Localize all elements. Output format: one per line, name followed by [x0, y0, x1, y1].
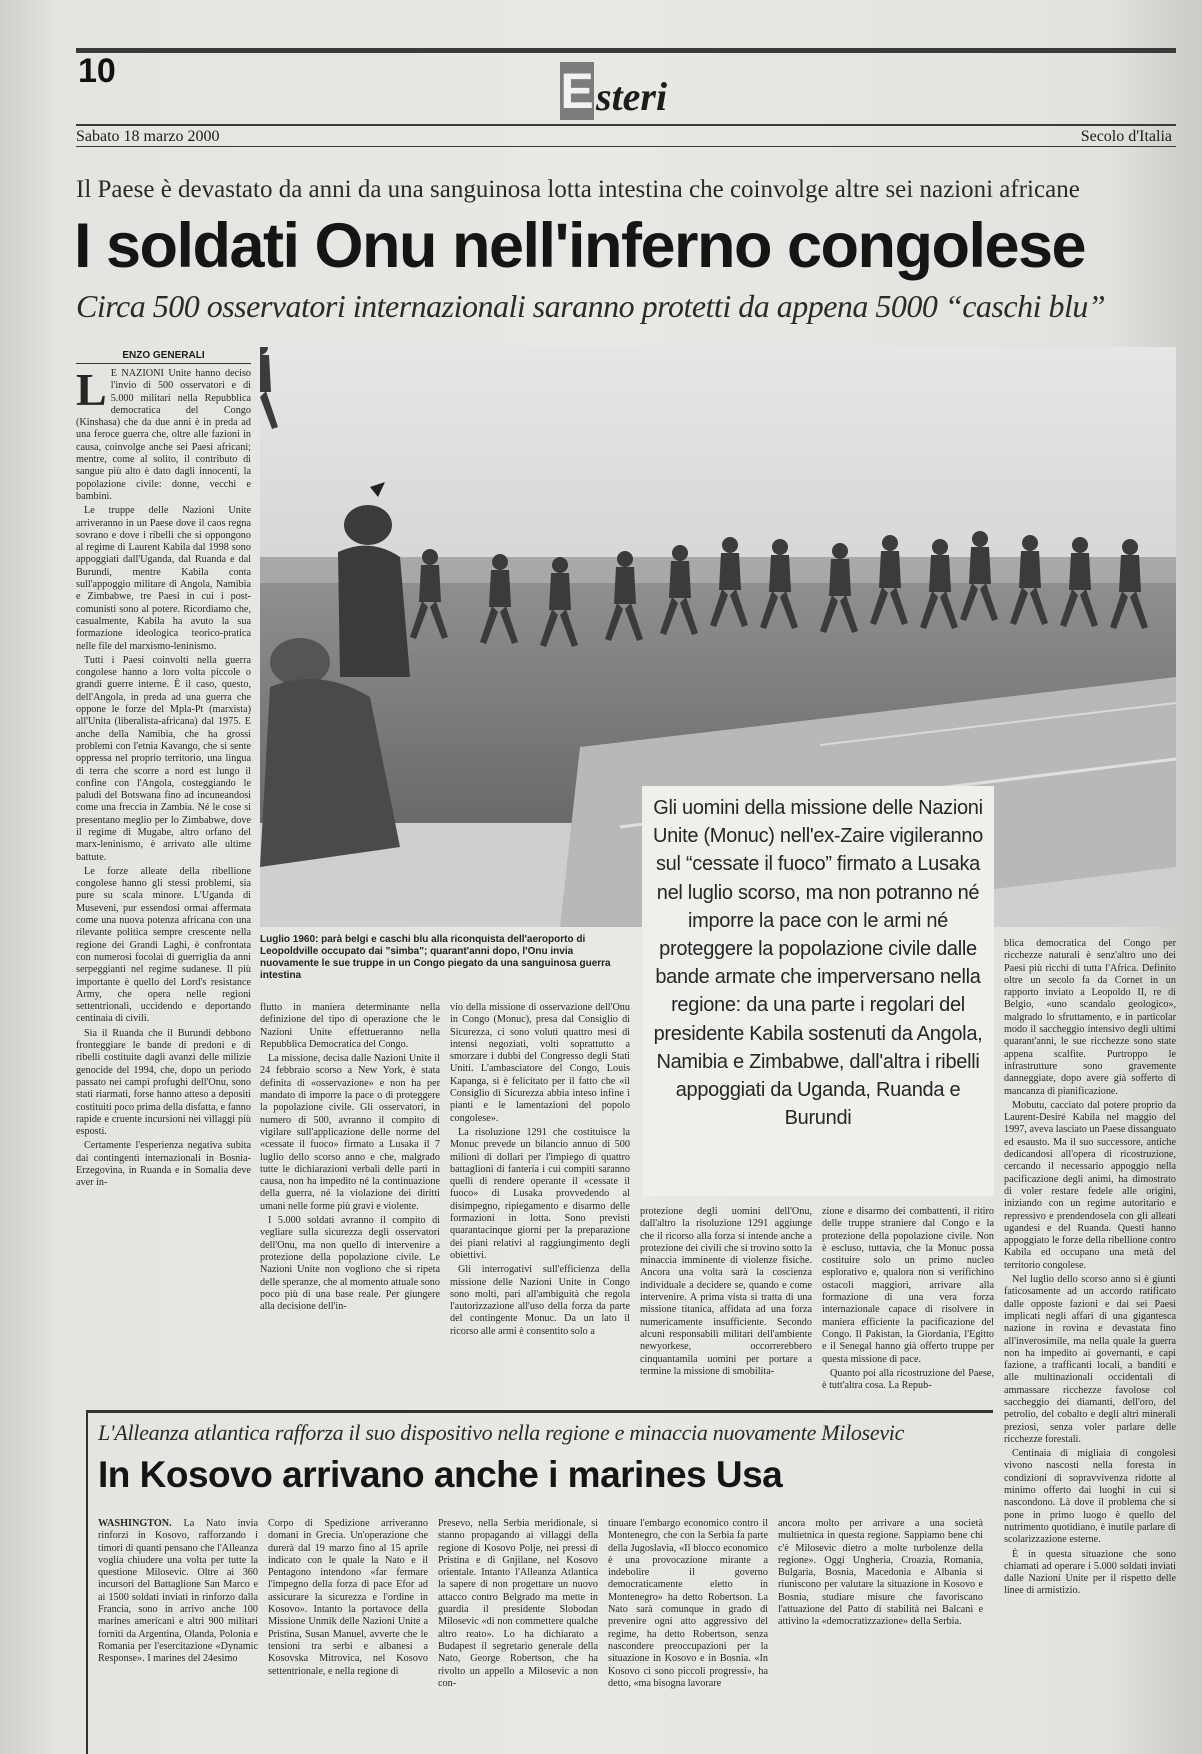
paragraph: Le truppe delle Nazioni Unite arriveranno in un Paese dove il caos regna sovrano e dove i ribelli che si oppongono al regime di Laurent Kabila dal 1998 sono appoggiati dall'Uganda, dal Ruanda e dal Burundi, mentre Kabila conta sull'appoggio militare di Angola, Namibia e Zimbabwe, tre Paesi in cui i post-comunisti sono al potere. Ricordiamo che, casualmente, Kabila ha avuto la sua formazione ideologica teorico-pratica nelle file del marxismo-leninismo. — [76, 505, 251, 652]
pull-quote: Gli uomini della missione delle Nazioni Unite (Monuc) nell'ex-Zaire vigileranno sul “cessate il fuoco” firmato a Lusaka nel luglio scorso, ma non potranno né imporre la pace con le armi né proteggere la popolazione civile dalle bande armate che imperversano nella regione: da una parte i regolari del presidente Kabila sostenuti da Angola, Namibia e Zimbabwe, dall'altra i ribelli appoggiati da Uganda, Ruanda e Burundi — [642, 786, 994, 1196]
kosovo-column-3 — [438, 1518, 598, 1754]
issue-date: Sabato 18 marzo 2000 — [76, 128, 220, 145]
paragraph: Nel luglio dello scorso anno si è giunti faticosamente ad un accordo ratificato dalle opposte fazioni e dai sei Paesi implicati negli affari di una gigantesca nazione in rovina e devastata fino all'inverosimile, ma nella quale la guerra non ha impedito ai governanti, e capi fazione, a trafficanti locali, a banditi e alle multinazionali occidentali di ammassare ricchezze favolose col saccheggio dei diamanti, dell'oro, del petrolio, del cobalto e degli altri minerali preziosi, senza voler parlare delle ricchezze forestali. — [1004, 1274, 1176, 1445]
paragraph: tinuare l'embargo economico contro il Montenegro, che con la Serbia fa parte della Jugoslavia, «Il blocco economico è una provocazione mirante a indebolire il governo democraticamente eletto in Montenegro» ha detto Robertson. La Nato sarà comunque in grado di prevenire ogni atto aggressivo del regime, ha detto Robertson, senza nascondere preoccupazioni per la situazione in Kosovo e in Bosnia. «In Kosovo ci sono piccoli progressi», ha detto, «ma bisogna lavorare — [608, 1518, 768, 1689]
article-column-5 — [822, 1206, 994, 1410]
article-subheadline: Circa 500 osservatori internazionali saranno protetti da appena 5000 “caschi blu” — [76, 288, 1106, 324]
kosovo-text: La Nato invia rinforzi in Kosovo, rafforzando i timori di quanti pensano che l'Alleanza voglia chiudere una volta per tutte la questione Milosevic. Oltre ai 360 incursori del Battaglione San Marco e ai 1500 soldati inviati in rinforzo dalla Francia, sono in arrivo anche 100 marines americani e altri 900 militari forniti da Argentina, Olanda, Polonia e Romania per l'esercitazione «Dynamic Response». I marines del 24esimo — [98, 1518, 258, 1665]
paragraph: È in questa situazione che sono chiamati ad operare i 5.000 soldati inviati dalle Nazioni Unite per il rispetto delle linee di armistizio. — [1004, 1548, 1176, 1597]
article-column-2 — [260, 1002, 440, 1410]
section-logo-initial: E — [560, 63, 594, 119]
paragraph: Le forze alleate della ribellione congolese hanno gli stessi problemi, sia pure su scala minore. L'Uganda di Museveni, pur essendosi ormai affermata come una nuova potenza africana con una rilevante politica sempre crescente nella regione dei Grandi Laghi, è confrontata con numerosi focolai di guerriglia da anni serpeggianti nel regime sudanese. Il più importante è quello del Lord's resistance Army, che opera nelle regioni settentrionali, uccidendo e deportando centinaia di civili. — [76, 865, 251, 1025]
paragraph: zione e disarmo dei combattenti, il ritiro delle truppe straniere dal Congo e la protezione della popolazione civile. Non è escluso, tuttavia, che la Monuc possa costituire solo un primo nucleo esplorativo e, qualora non si verifichino ostacoli maggiori, arrivare alla formazione di una vera forza internazionale capace di risolvere in maniera efficiente la pacificazione del Congo. Il Pakistan, la Giordania, l'Egitto e il Senegal hanno già offerto truppe per questa missione di pace. — [822, 1206, 994, 1365]
article-column-1 — [76, 368, 251, 1410]
paragraph: I 5.000 soldati avranno il compito di vegliare sulla sicurezza degli osservatori dell'Onu, ma non quello di intervenire a protezione della popolazione civile. Le Nazioni Unite non vogliono che si ripeta delle speranze, che al momento attuale sono poco più di una base reale. Per giungere alla decisione dell'in- — [260, 1215, 440, 1313]
article-kicker: Il Paese è devastato da anni da una sanguinosa lotta intestina che coinvolge altre sei nazioni africane — [76, 176, 1080, 203]
paragraph: Sia il Ruanda che il Burundi debbono fronteggiare le bande di predoni e di ribelli costituite dagli avanzi delle milizie genocide del 1994, che, dopo un periodo passato nei campi profughi dell'Onu, sono stati riarmati, forse hanno atteso a depositi costituiti poco prima della disfatta, e fanno rapide e cruente incursioni nei villaggi più esposti. — [76, 1027, 251, 1138]
paragraph: ancora molto per arrivare a una società multietnica in questa regione. Sappiamo bene chi c'è Milosevic dietro a molte turbolenze della regione». Oggi Ungheria, Croazia, Romania, Bulgaria, Bosnia, Macedonia e Albania si riuniscono per valutare la situazione in Kosovo e Bosnia, studiare misure che favoriscano l'attuazione del Patto di stabilità nei Balcani e attivino la «democratizzazione» della Serbia. — [778, 1518, 983, 1628]
kosovo-kicker: L'Alleanza atlantica rafforza il suo dispositivo nella regione e minaccia nuovamente Milosevic — [98, 1420, 905, 1445]
kosovo-column-5 — [778, 1518, 983, 1754]
article-column-3 — [450, 1002, 630, 1410]
section-logo — [560, 62, 667, 124]
page-number: 10 — [78, 52, 116, 90]
paragraph: Certamente l'esperienza negativa subita dai contingenti internazionali in Bosnia-Erzegovina, in Ruanda e in Somalia deve aver in- — [76, 1140, 251, 1189]
paragraph: Tutti i Paesi coinvolti nella guerra congolese hanno a loro volta piccole o grandi guerre interne. È il caso, questo, dell'Angola, in preda ad una guerra che oppone le forze del Mpla-Pt (marxista) all'Unita (liberalista-africana) dal 1975. E anche della Namibia, che ha grossi problemi con l'etnia Kavango, che si sente oppressa nel proprio territorio, una lingua di terra che scorre a nord est lungo il confine con l'Angola, costeggiando le paludi del Botswana fino ad incuneandosi come una freccia in Zambia. Né le cose si presentano meglio per lo Zimbabwe, dove il regime di Mugabe, altro orfano del marx-leninismo, è arrivato alle ultime battute. — [76, 654, 251, 863]
drop-cap: L — [76, 368, 107, 415]
paragraph: La missione, decisa dalle Nazioni Unite il 24 febbraio scorso a New York, è stata definita di «osservazione» e non ha per mandato di imporre la pace o di proteggere la popolazione civile. Gli osservatori, in numero di 500, avranno il compito di vigilare sull'applicazione delle norme del «cessate il fuoco» firmato a Lusaka il 7 luglio dello scorso anno e che, malgrado tutte le dichiarazioni verbali delle parti in causa, non ha impedito né la continuazione della guerra, né la violazione dei diritti umani nelle forme più gravi e violente. — [260, 1053, 440, 1212]
header-rule — [76, 124, 1176, 126]
paragraph: Centinaia di migliaia di congolesi vivono nascosti nella foresta in condizioni di sopravvivenza ridotte al minimo offerto dai luoghi in cui si nascondono. Là dove il problema che si pone in primo luogo è quello del nutrimento quotidiano, è inutile parlare di scolarizzazione esterne. — [1004, 1448, 1176, 1546]
paragraph: blica democratica del Congo per ricchezze naturali è senz'altro uno dei Paesi più ricchi di tutta l'Africa. Definito oltre un secolo fa da Cornet in un rapporto inviato a Leopoldo II, re di Belgio, «uno scandalo geologico», malgrado lo sfruttamento, e in particolar modo il saccheggio intensivo degli ultimi quarant'anni, le sue ricchezze sono state appena scalfite. Purtroppo le infrastrutture sono gravemente danneggiate, dopo avere già sofferto di mancanza di pianificazione. — [1004, 938, 1176, 1097]
paragraph: Presevo, nella Serbia meridionale, si stanno propagando ai villaggi della regione di Kosovo Polje, nei pressi di Pristina e di Gnjilane, nel Kosovo orientale. Intanto l'Alleanza Atlantica la sapere di non progettare un nuovo attacco contro Belgrado ma mette in guardia il presidente Slobodan Milosevic «di non commettere qualche altro reato». Lo ha dichiarato a Budapest il segretario generale della Nato, George Robertson, che ha rivolto un appello a Milosevic a non con- — [438, 1518, 598, 1689]
paragraph: Gli interrogativi sull'efficienza della missione delle Nazioni Unite in Congo sono molti, pari all'ambiguità che regola l'autorizzazione all'uso della forza da parte del contingente Monuc. Da un lato il ricorso alle armi è consentito solo a — [450, 1264, 630, 1337]
byline: ENZO GENERALI — [76, 350, 251, 364]
paragraph: Corpo di Spedizione arriveranno domani in Grecia. Un'operazione che durerà dal 19 marzo fino al 15 aprile indicato con le quale la Nato e il Pentagono intendono «far fermare l'impegno della forza di pace Efor ad assicurare la sicurezza e l'ordine in Kosovo». Intanto la portavoce della Missione Unmik delle Nazioni Unite a Pristina, Susan Manuel, avverte che le tensioni tra serbi e albanesi a Kosovska Mitrovica, nel Kosovo settentrionale, e nella regione di — [268, 1518, 428, 1677]
paragraph — [98, 1518, 258, 1666]
paragraph: Mobutu, cacciato dal potere proprio da Laurent-Desiré Kabila nel maggio del 1997, aveva lasciato un Paese dissanguato ed esausto. Ma il suo successore, antiche dedicandosi all'opera di ricostruzione, cercando il necessario appoggio nella pacificazione degli animi, ha dimostrato di voler restare fedele alle origini, iniziando con un regime autoritario e repressivo e prendendosela con gli alleati ugandesi e del Ruanda. Questi hanno appoggiato le forze della ribellione contro Kabila ed occupano una metà del territorio congolese. — [1004, 1099, 1176, 1271]
newspaper-name: Secolo d'Italia — [1080, 128, 1172, 145]
kosovo-column-2 — [268, 1518, 428, 1754]
kosovo-dateline: WASHINGTON. — [98, 1518, 172, 1529]
paragraph: vio della missione di osservazione dell'Onu in Congo (Monuc), presa dal Consiglio di Sicurezza, ci sono voluti quattro mesi di intensi negoziati, volti soprattutto a smorzare i dubbi del Congresso degli Stati Uniti. L'ambasciatore del Congo, Louis Kapanga, si è felicitato per il fatto che «il Consiglio di Sicurezza abbia inteso infine i pianti e le lamentazioni del popolo congolese». — [450, 1002, 630, 1124]
paragraph: protezione degli uomini dell'Onu, dall'altro la risoluzione 1291 aggiunge che il ricorso alla forza si intende anche a protezione dei civili che si trovino sotto la minaccia imminente di violenze fisiche. Ancora una volta sarà la coscienza individuale a decidere se, quando e come intervenire. A prima vista si tratta di una missione titanica, affidata ad una forza numericamente insufficiente. Secondo alcuni responsabili militari dell'ambiente newyorkese, occorrerebbero cinquantamila uomini per portare a termine la missione di smobilita- — [640, 1206, 812, 1377]
kosovo-column-1 — [98, 1518, 258, 1754]
kosovo-headline: In Kosovo arrivano anche i marines Usa — [98, 1454, 783, 1495]
section-logo-text: steri — [596, 74, 668, 119]
header-rule-bottom — [76, 146, 1176, 147]
article-headline: I soldati Onu nell'inferno congolese — [74, 211, 1086, 281]
article-column-6 — [1004, 938, 1176, 1754]
paragraph: Quanto poi alla ricostruzione del Paese, è tutt'altra cosa. La Repub- — [822, 1367, 994, 1392]
photo-caption: Luglio 1960: parà belgi e caschi blu alla riconquista dell'aeroporto di Leopoldville occupato dai "simba"; quarant'anni dopo, l'Onu invia nuovamente le sue truppe in un Congo piegato da una sanguinosa guerra intestina — [260, 934, 611, 981]
paragraph: La risoluzione 1291 che costituisce la Monuc prevede un bilancio annuo di 500 milioni di dollari per l'impiego di quattro battaglioni di fanteria i cui compiti saranno quelli di rendere operante il «cessate il fuoco» di Lusaka provvedendo al disimpegno, ripiegamento e disarmo delle formazioni in lotta. Sono previsti quarantacinque giorni per la preparazione dei piani relativi al raggiungimento degli obiettivi. — [450, 1126, 630, 1261]
article-column-4 — [640, 1206, 812, 1410]
kosovo-column-4 — [608, 1518, 768, 1754]
paragraph: E NAZIONI Unite hanno deciso l'invio di 500 osservatori e di 5.000 militari nella Repubblica democratica del Congo (Kinshasa) che da due anni è in preda ad una feroce guerra che, oltre alle fazioni in causa, coinvolge anche sei Paesi africani; mentre, come al solito, il contributo di sangue più alto è dato dagli innocenti, la popolazione civile: donne, vecchi e bambini. — [76, 368, 251, 502]
paragraph: flutto in maniera determinante nella definizione del tipo di operazione che le Nazioni Unite effettueranno nella Repubblica Democratica del Congo. — [260, 1002, 440, 1050]
top-rule — [76, 48, 1176, 53]
